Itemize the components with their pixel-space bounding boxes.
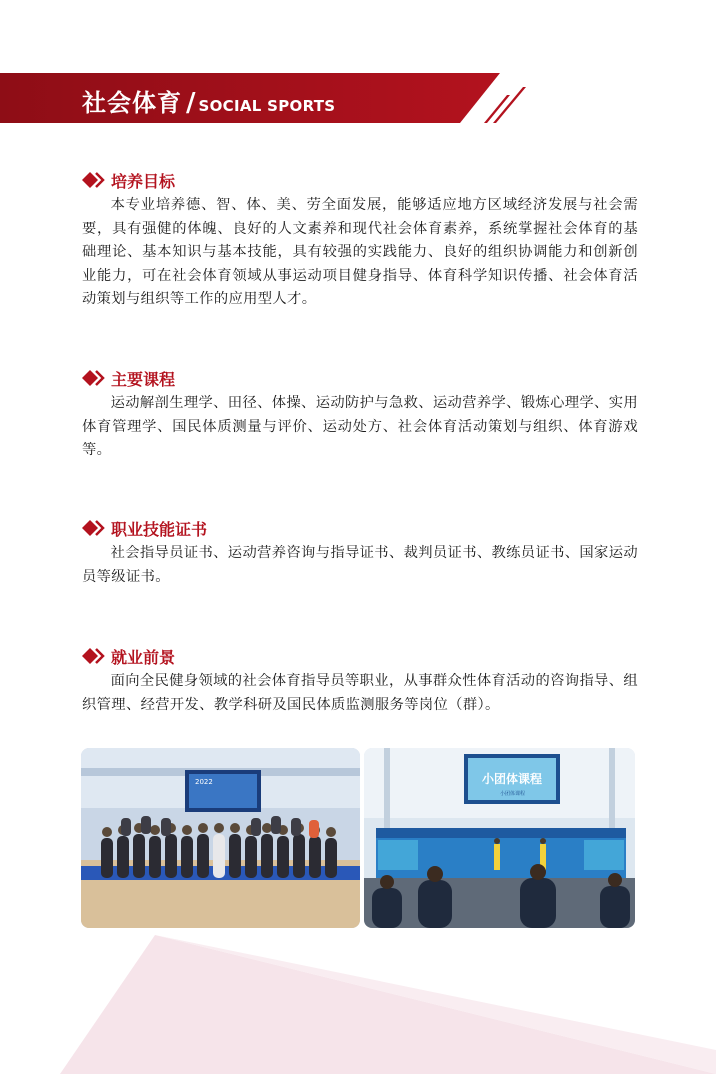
diamond-bullet-icon — [82, 648, 106, 664]
section-employment — [82, 644, 638, 717]
diamond-bullet-icon — [82, 520, 106, 536]
section-main-courses — [82, 366, 638, 463]
section-heading — [82, 366, 638, 390]
page-title-en: SOCIAL SPORTS — [198, 97, 336, 115]
section-title: 职业技能证书 — [111, 519, 208, 539]
section-body: 面向全民健身领域的社会体育指导员等职业，从事群众性体育活动的咨询指导、组织管理、经营开发、教学科研及国民体质监测服务等岗位（群）。 — [82, 673, 638, 713]
section-title: 就业前景 — [111, 647, 176, 667]
section-heading — [82, 168, 638, 192]
page-title — [82, 83, 335, 118]
diamond-bullet-icon — [82, 370, 106, 386]
diamond-bullet-icon — [82, 172, 106, 188]
section-training-goals — [82, 168, 638, 312]
section-certificates — [82, 516, 638, 589]
screen-subtitle: 小团体课程 — [500, 791, 526, 797]
section-body: 社会指导员证书、运动营养咨询与指导证书、裁判员证书、教练员证书、国家运动员等级证书。 — [82, 545, 638, 585]
competition-photo — [364, 748, 635, 928]
section-title: 培养目标 — [111, 171, 176, 191]
page-title-cn: 社会体育 — [82, 89, 182, 117]
screen-year: 2022 — [195, 778, 213, 786]
section-heading — [82, 516, 638, 540]
section-heading — [82, 644, 638, 668]
title-slash: / — [186, 88, 196, 118]
section-body: 运动解剖生理学、田径、体操、运动防护与急救、运动营养学、锻炼心理学、实用体育管理学、国民体质测量与评价、运动处方、社会体育活动策划与组织、体育游戏等。 — [82, 395, 638, 458]
section-body: 本专业培养德、智、体、美、劳全面发展，能够适应地方区域经济发展与社会需要，具有强健的体魄、良好的人文素养和现代社会体育素养，系统掌握社会体育的基础理论、基本知识与基本技能，具有较强的实践能力、良好的组织协调能力和创新创业能力，可在社会体育领域从事运动项目健身指导、体育科学知识传播、社会体育活动策划与组织等工作的应用型人才。 — [82, 197, 638, 307]
group-photo — [81, 748, 360, 928]
screen-title: 小团体课程 — [482, 772, 543, 786]
section-title: 主要课程 — [111, 369, 176, 389]
header-banner — [0, 73, 716, 123]
